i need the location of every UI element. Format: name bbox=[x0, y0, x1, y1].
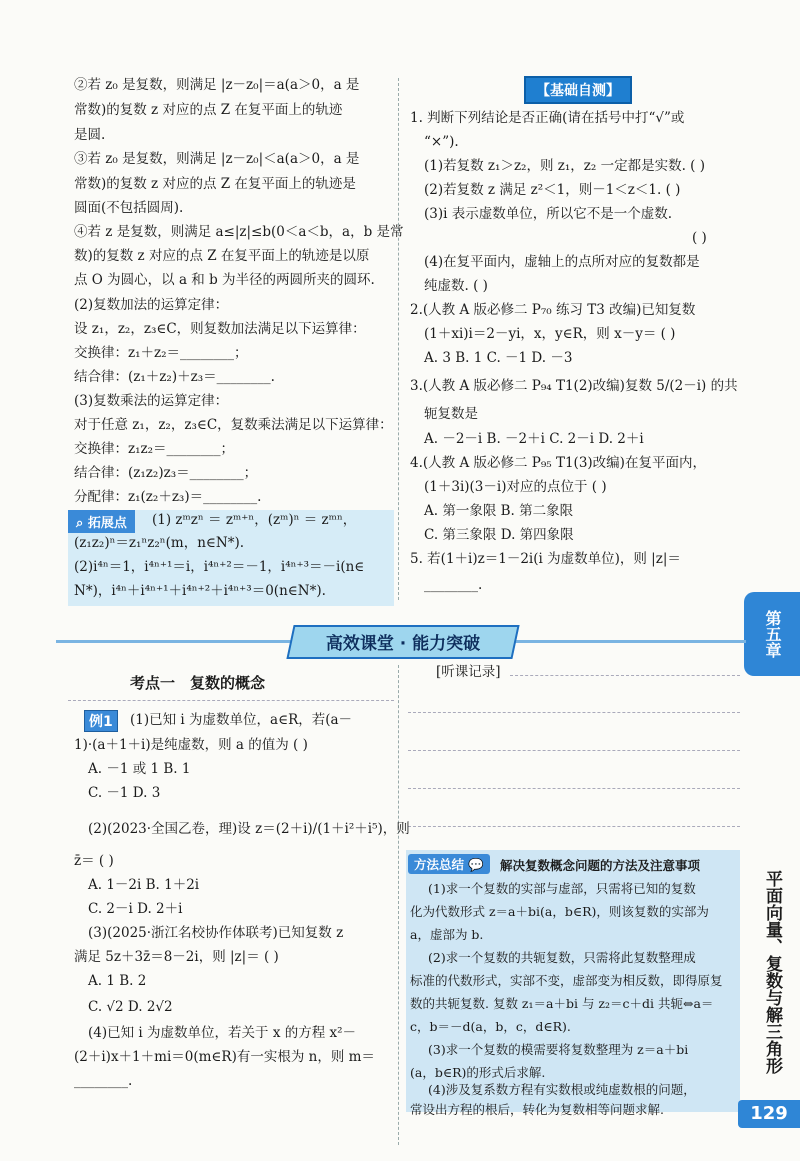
page-number: 129 bbox=[738, 1100, 800, 1128]
text-line: 数)的复数 z 对应的点 Z 在复平面上的轨迹是以原 bbox=[74, 248, 370, 264]
text-line: 点 O 为圆心，以 a 和 b 为半径的两圆所夹的圆环. bbox=[74, 272, 375, 288]
speech-bubble-icon: 💬 bbox=[468, 857, 484, 872]
text-line: (1＋xi)i＝2－yi，x，y∈R，则 x－y＝ ( ) bbox=[424, 326, 676, 342]
method-line: (a，b∈R)的形式后求解. bbox=[410, 1065, 546, 1080]
extension-box bbox=[68, 510, 394, 606]
text-line: ( ) bbox=[692, 230, 707, 246]
column-divider-top bbox=[398, 78, 399, 600]
text-line: 结合律：(z₁＋z₂)＋z₃＝________. bbox=[74, 369, 275, 385]
text-line: ________. bbox=[74, 1073, 133, 1089]
notes-rule bbox=[408, 788, 740, 789]
method-tag-label: 方法总结 bbox=[414, 857, 465, 872]
text-line: 交换律：z₁z₂＝________； bbox=[74, 441, 235, 457]
text-line: (2＋i)x＋1＋mi＝0(m∈R)有一实根为 n，则 m＝ bbox=[74, 1049, 375, 1065]
text-line: 2.(人教 A 版必修二 P₇₀ 练习 T3 改编)已知复数 bbox=[410, 302, 696, 318]
extension-line: (z₁z₂)ⁿ＝z₁ⁿz₂ⁿ(m，n∈N*). bbox=[74, 535, 245, 551]
text-line: A. －1 或 1 B. 1 bbox=[88, 761, 191, 777]
text-line: ②若 z₀ 是复数，则满足 |z－z₀|＝a(a＞0，a 是 bbox=[74, 77, 360, 93]
text-line: A. 1 B. 2 bbox=[88, 973, 147, 989]
text-line: (1)已知 i 为虚数单位，a∈R，若(a－ bbox=[130, 712, 353, 728]
method-line: 化为代数形式 z＝a＋bi(a，b∈R)，则该复数的实部为 bbox=[410, 904, 709, 919]
banner-title: 高效课堂 · 能力突破 bbox=[325, 634, 481, 654]
text-line: 纯虚数. ( ) bbox=[424, 278, 488, 294]
method-line: a，虚部为 b. bbox=[410, 927, 484, 942]
side-title: 平面向量、复数与解三角形 bbox=[762, 870, 782, 1074]
text-line: C. √2 D. 2√2 bbox=[88, 999, 173, 1015]
text-line: A. 3 B. 1 C. －1 D. －3 bbox=[424, 350, 573, 366]
text-line: (2)若复数 z 满足 z²＜1，则－1＜z＜1. ( ) bbox=[424, 182, 681, 198]
notes-rule bbox=[408, 826, 740, 827]
method-tag bbox=[408, 854, 490, 874]
text-line: 对于任意 z₁，z₂，z₃∈C，复数乘法满足以下运算律： bbox=[74, 417, 393, 433]
extension-line: N*)，i⁴ⁿ＋i⁴ⁿ⁺¹＋i⁴ⁿ⁺²＋i⁴ⁿ⁺³＝0(n∈N*). bbox=[74, 583, 326, 599]
text-line: “×”). bbox=[424, 134, 459, 150]
method-line: c，b＝－d(a，b，c，d∈R). bbox=[410, 1019, 571, 1034]
pin-icon: ⌕ bbox=[76, 516, 84, 531]
method-line: (4)涉及复系数方程有实数根或纯虚数根的问题， bbox=[428, 1082, 696, 1097]
text-line: (4)已知 i 为虚数单位，若关于 x 的方程 x²－ bbox=[88, 1025, 357, 1041]
text-line: (2)复数加法的运算定律： bbox=[74, 297, 229, 313]
text-line: A. 第一象限 B. 第二象限 bbox=[424, 503, 574, 519]
method-line: 标准的代数形式，实部不变，虚部变为相反数，即得原复 bbox=[410, 973, 723, 988]
kaodian-heading: 考点一 复数的概念 bbox=[130, 674, 266, 692]
text-line: 交换律：z₁＋z₂＝________； bbox=[74, 345, 248, 361]
text-line: 分配律：z₁(z₂＋z₃)＝________. bbox=[74, 489, 262, 505]
example-tag: 例1 bbox=[84, 710, 118, 732]
text-line: (3)复数乘法的运算定律： bbox=[74, 393, 229, 409]
notes-rule bbox=[408, 750, 740, 751]
method-line: 常设出方程的根后，转化为复数相等问题求解. bbox=[410, 1102, 664, 1117]
self-test-title: 【基础自测】 bbox=[524, 76, 632, 104]
text-line: 结合律：(z₁z₂)z₃＝________； bbox=[74, 465, 258, 481]
text-line: 1. 判断下列结论是否正确(请在括号中打“√”或 bbox=[410, 110, 685, 126]
text-line: ④若 z 是复数，则满足 a≤|z|≤b(0＜a＜b，a，b 是常 bbox=[74, 224, 404, 240]
text-line: (1＋3i)(3－i)对应的点位于 ( ) bbox=[424, 479, 607, 495]
text-line: (4)在复平面内，虚轴上的点所对应的复数都是 bbox=[424, 254, 700, 270]
text-line: 4.(人教 A 版必修二 P₉₅ T1(3)改编)在复平面内， bbox=[410, 455, 706, 471]
notes-rule bbox=[408, 712, 740, 713]
text-line: C. －1 D. 3 bbox=[88, 785, 161, 801]
extension-tag bbox=[68, 510, 135, 533]
text-line: A. 1－2i B. 1＋2i bbox=[88, 877, 200, 893]
text-line: 常数)的复数 z 对应的点 Z 在复平面上的轨迹 bbox=[74, 102, 343, 118]
text-line: 常数)的复数 z 对应的点 Z 在复平面上的轨迹是 bbox=[74, 176, 356, 192]
text-line: 轭复数是 bbox=[424, 406, 478, 422]
notes-rule bbox=[510, 675, 740, 676]
extension-line: (2)i⁴ⁿ＝1，i⁴ⁿ⁺¹＝i，i⁴ⁿ⁺²＝－1，i⁴ⁿ⁺³＝－i(n∈ bbox=[74, 559, 365, 575]
method-box bbox=[406, 850, 740, 1112]
text-line: (3)i 表示虚数单位，所以它不是一个虚数. bbox=[424, 206, 673, 222]
method-title: 解决复数概念问题的方法及注意事项 bbox=[500, 858, 701, 873]
method-line: (3)求一个复数的模需要将复数整理为 z＝a＋bi bbox=[428, 1042, 689, 1057]
notes-label: [听课记录] bbox=[436, 664, 501, 680]
chapter-tab[interactable]: 第五章 bbox=[744, 592, 800, 676]
text-line: 5. 若(1＋i)z＝1－2i(i 为虚数单位)，则 |z|＝ bbox=[410, 551, 681, 567]
text-line: 设 z₁，z₂，z₃∈C，则复数加法满足以下运算律： bbox=[74, 321, 366, 337]
heading-rule bbox=[68, 700, 394, 701]
column-divider-bottom bbox=[398, 665, 399, 1145]
text-line: A. －2－i B. －2＋i C. 2－i D. 2＋i bbox=[424, 431, 644, 447]
text-line: ________. bbox=[424, 577, 483, 593]
extension-tag-label: 拓展点 bbox=[87, 516, 127, 531]
text-line: z̄＝ ( ) bbox=[74, 853, 114, 869]
text-line: (1)若复数 z₁＞z₂，则 z₁，z₂ 一定都是实数. ( ) bbox=[424, 158, 706, 174]
method-line: (1)求一个复数的实部与虚部，只需将已知的复数 bbox=[428, 881, 696, 896]
text-line: ③若 z₀ 是复数，则满足 |z－z₀|＜a(a＞0，a 是 bbox=[74, 151, 360, 167]
method-line: (2)求一个复数的共轭复数，只需将此复数整理成 bbox=[428, 950, 696, 965]
extension-line: (1) zᵐzⁿ ＝ zᵐ⁺ⁿ，(zᵐ)ⁿ ＝ zᵐⁿ， bbox=[152, 512, 357, 528]
text-line: 3.(人教 A 版必修二 P₉₄ T1(2)改编)复数 5/(2－i) 的共 bbox=[410, 378, 738, 394]
text-line: (3)(2025·浙江名校协作体联考)已知复数 z bbox=[88, 925, 344, 941]
text-line: C. 第三象限 D. 第四象限 bbox=[424, 527, 574, 543]
text-line: (2)(2023·全国乙卷，理)设 z＝(2＋i)/(1＋i²＋i⁵)，则 bbox=[88, 821, 410, 837]
text-line: 1)·(a＋1＋i)是纯虚数，则 a 的值为 ( ) bbox=[74, 737, 308, 753]
method-line: 数的共轭复数. 复数 z₁＝a＋bi 与 z₂＝c＋di 共轭⇔a＝ bbox=[410, 996, 714, 1011]
text-line: 满足 5z＋3z̄＝8－2i，则 |z|＝ ( ) bbox=[74, 949, 279, 965]
text-line: C. 2－i D. 2＋i bbox=[88, 901, 183, 917]
text-line: 圆面(不包括圆周). bbox=[74, 200, 184, 216]
text-line: 是圆. bbox=[74, 127, 106, 143]
